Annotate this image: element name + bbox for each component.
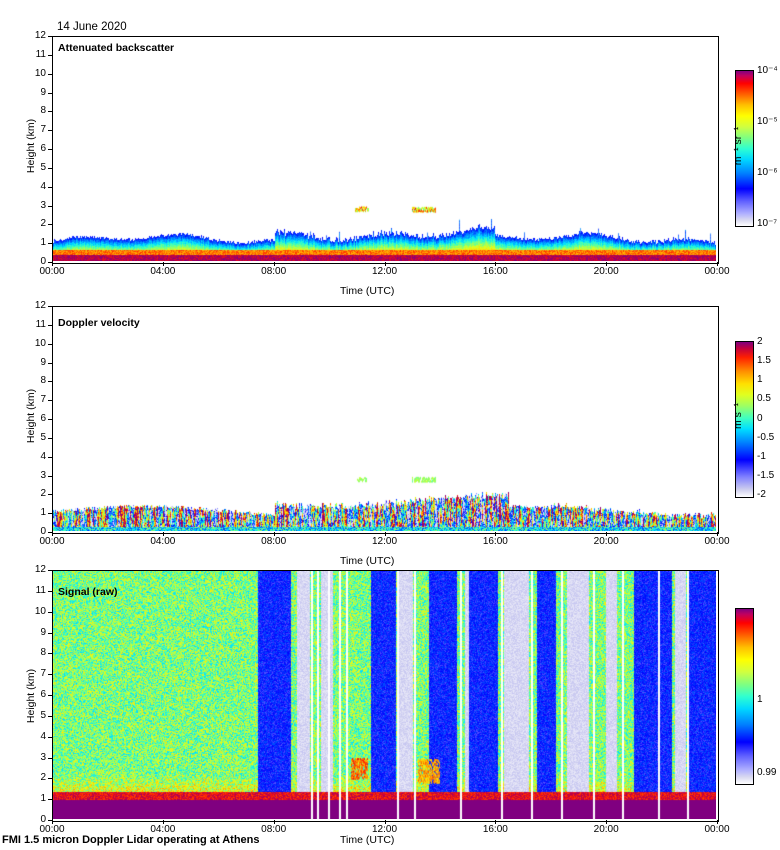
panel-title-doppler: Doppler velocity [58,317,140,329]
panel-title-signal: Signal (raw) [58,586,118,598]
y-tick-backscatter-10: 10 [34,67,46,79]
y-tick-doppler-12: 12 [34,300,46,311]
y-axis-label-backscatter: Height (km) [25,118,37,174]
x-tick-doppler-3: 12:00 [371,536,398,547]
x-tick-backscatter-1: 04:00 [150,266,176,277]
y-tick-signal-3: 3 [40,751,46,763]
x-tick-doppler-0: 00:00 [39,536,65,547]
y-tick-signal-6: 6 [40,689,46,700]
colorbar-backscatter-tick-0: 10⁻⁴ [757,65,778,76]
x-tick-signal-0: 00:00 [39,824,65,835]
x-tick-signal-6: 00:00 [704,824,730,835]
x-tick-backscatter-4: 16:00 [482,266,508,277]
y-tick-signal-9: 9 [40,626,46,638]
y-tick-backscatter-1: 1 [40,237,46,249]
x-tick-backscatter-6: 00:00 [704,266,730,277]
y-tick-backscatter-11: 11 [35,48,46,60]
y-tick-doppler-10: 10 [34,337,46,349]
colorbar-doppler-tick-6: -1 [757,450,766,462]
y-tick-backscatter-5: 5 [40,161,46,173]
x-tick-backscatter-2: 08:00 [261,266,287,277]
y-tick-signal-12: 12 [34,564,46,575]
panel-title-backscatter: Attenuated backscatter [58,42,175,54]
y-axis-label-doppler: Height (km) [25,388,37,444]
colorbar-title-doppler: m s⁻¹ [732,403,744,429]
colorbar-signal [735,608,754,785]
plot-area-backscatter [52,36,719,264]
y-tick-backscatter-2: 2 [40,218,46,230]
colorbar-doppler-tick-2: 1 [757,374,763,386]
colorbar-signal-tick-1: 0.99 [757,767,777,778]
y-tick-signal-11: 11 [35,584,46,596]
y-tick-signal-10: 10 [34,605,46,617]
y-tick-backscatter-8: 8 [40,105,46,117]
x-tick-doppler-6: 00:00 [704,536,730,547]
colorbar-doppler-tick-1: 1.5 [757,355,771,367]
colorbar-doppler-tick-7: -1.5 [757,469,775,481]
colorbar-backscatter-tick-2: 10⁻⁶ [757,167,778,178]
x-tick-backscatter-0: 00:00 [39,266,65,277]
plot-area-doppler [52,306,719,534]
y-tick-signal-4: 4 [40,730,46,742]
x-tick-backscatter-3: 12:00 [371,266,398,277]
x-tick-doppler-1: 04:00 [150,536,176,547]
y-tick-signal-7: 7 [40,668,46,680]
x-axis-label-signal: Time (UTC) [340,834,395,846]
y-tick-signal-0: 0 [40,814,46,825]
x-axis-label-doppler: Time (UTC) [340,555,395,567]
x-axis-label-backscatter: Time (UTC) [340,285,395,297]
date-label: 14 June 2020 [57,21,127,33]
y-tick-doppler-9: 9 [40,356,46,368]
plot-area-signal [52,570,719,822]
colorbar-backscatter-tick-1: 10⁻⁵ [757,116,778,127]
x-tick-doppler-4: 16:00 [482,536,508,547]
y-tick-doppler-0: 0 [40,526,46,537]
colorbar-doppler-tick-8: -2 [757,489,766,500]
y-axis-label-signal: Height (km) [25,668,37,724]
x-tick-signal-2: 08:00 [261,824,287,835]
colorbar-title-backscatter: m⁻¹ sr⁻¹ [732,126,744,166]
y-tick-doppler-6: 6 [40,413,46,424]
y-tick-backscatter-9: 9 [40,86,46,98]
y-tick-signal-2: 2 [40,772,46,784]
y-tick-backscatter-0: 0 [40,256,46,267]
colorbar-signal-tick-0: 1 [757,694,763,705]
x-tick-signal-3: 12:00 [371,824,398,835]
x-tick-signal-5: 20:00 [593,824,619,835]
y-tick-doppler-2: 2 [40,488,46,500]
y-tick-doppler-3: 3 [40,469,46,481]
y-tick-signal-1: 1 [40,793,46,805]
colorbar-doppler-tick-5: -0.5 [757,431,775,443]
y-tick-backscatter-6: 6 [40,143,46,154]
colorbar-doppler-tick-4: 0 [757,412,763,424]
y-tick-doppler-11: 11 [35,318,46,330]
colorbar-backscatter-tick-3: 10⁻⁷ [757,218,778,229]
y-tick-signal-8: 8 [40,647,46,659]
colorbar-doppler-tick-3: 0.5 [757,393,771,405]
x-tick-backscatter-5: 20:00 [593,266,619,277]
footer-caption: FMI 1.5 micron Doppler Lidar operating at Athens [2,834,260,846]
x-tick-signal-1: 04:00 [150,824,176,835]
y-tick-doppler-8: 8 [40,375,46,387]
y-tick-doppler-5: 5 [40,431,46,443]
y-tick-backscatter-3: 3 [40,199,46,211]
y-tick-backscatter-12: 12 [34,30,46,41]
colorbar-doppler-tick-0: 2 [757,336,763,347]
x-tick-doppler-2: 08:00 [261,536,287,547]
y-tick-backscatter-7: 7 [40,124,46,136]
y-tick-signal-5: 5 [40,709,46,721]
y-tick-doppler-4: 4 [40,450,46,462]
y-tick-backscatter-4: 4 [40,180,46,192]
x-tick-signal-4: 16:00 [482,824,508,835]
y-tick-doppler-1: 1 [40,507,46,519]
y-tick-doppler-7: 7 [40,394,46,406]
x-tick-doppler-5: 20:00 [593,536,619,547]
